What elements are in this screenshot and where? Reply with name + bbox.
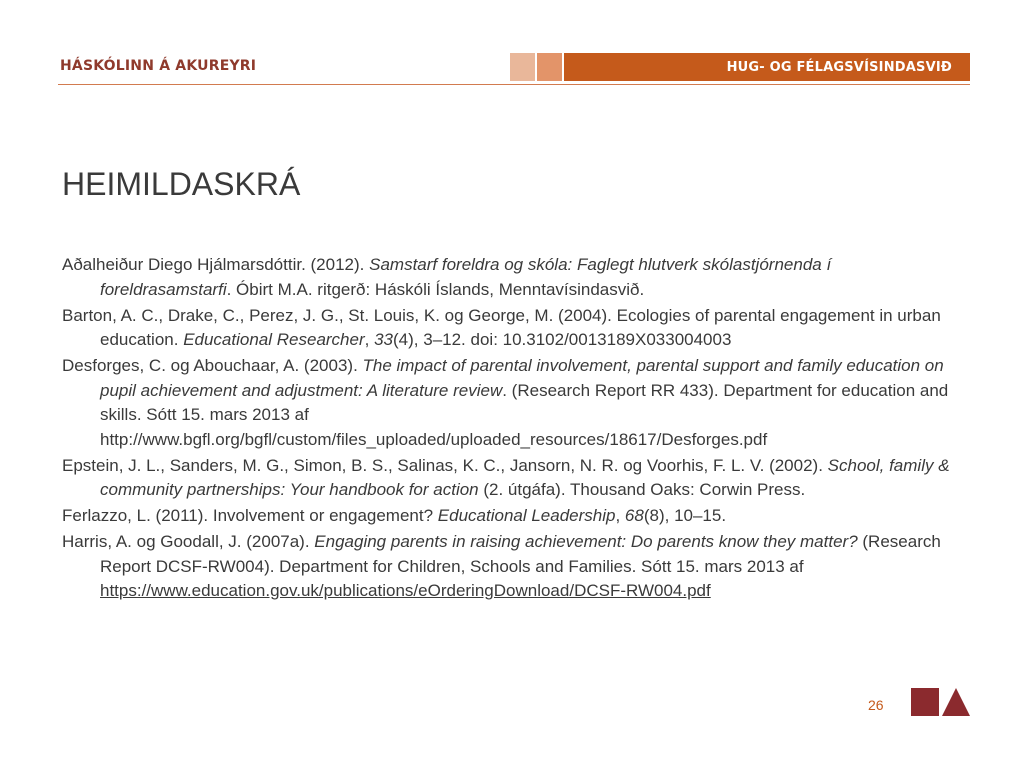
page-number: 26 [868, 697, 884, 713]
university-name: HÁSKÓLINN Á AKUREYRI [60, 58, 257, 74]
header-band-faculty [564, 53, 970, 81]
reference-item: Epstein, J. L., Sanders, M. G., Simon, B. S., Salinas, K. C., Jansorn, N. R. og Voorhis, F. L. V. (2002). School, family & community partnerships: Your handbook for action (2. útgáfa). Thousand Oaks: Corwin Press. [62, 455, 950, 499]
reference-item: Desforges, C. og Abouchaar, A. (2003). The impact of parental involvement, parental support and family education on pupil achievement and adjustment: A literature review. (Research Report RR 433). Department for education and skills. Sótt 15. mars 2013 af http://www.bgfl.org/bgfl/custom/files_uploaded/uploaded_resources/18617/Desforges.pdf [62, 356, 949, 449]
header-band-light [510, 53, 535, 81]
faculty-name: HUG- OG FÉLAGSVÍSINDASVIÐ [726, 59, 952, 75]
reference-item: Ferlazzo, L. (2011). Involvement or engagement? Educational Leadership, 68(8), 10–15. [62, 506, 727, 525]
slide-title: HEIMILDASKRÁ [62, 166, 301, 202]
reference-item: Harris, A. og Goodall, J. (2007a). Engaging parents in raising achievement: Do parents know they matter? (Research Report DCSF-RW004). Department for Children, Schools and Families. Sótt 15. mars 2013 af https://www.education.gov.uk/publications/eOrderingDownload/DCSF-RW004.pdf [62, 532, 941, 600]
university-logo-icon [911, 687, 971, 717]
reference-item: Barton, A. C., Drake, C., Perez, J. G., St. Louis, K. og George, M. (2004). Ecologies of parental engagement in urban education. Educational Researcher, 33(4), 3–12. doi: 10.3102/0013189X033004003 [62, 305, 941, 349]
header-band-mid [537, 53, 562, 81]
reference-item: Aðalheiður Diego Hjálmarsdóttir. (2012). Samstarf foreldra og skóla: Faglegt hlutverk skólastjórnenda í foreldrasamstarfi. Óbirt M.A. ritgerð: Háskóli Íslands, Menntavísindasvið. [62, 255, 832, 299]
header-divider [58, 84, 970, 85]
reference-list [62, 253, 962, 605]
reference-link[interactable]: https://www.education.gov.uk/publications/eOrderingDownload/DCSF-RW004.pdf [100, 581, 711, 600]
